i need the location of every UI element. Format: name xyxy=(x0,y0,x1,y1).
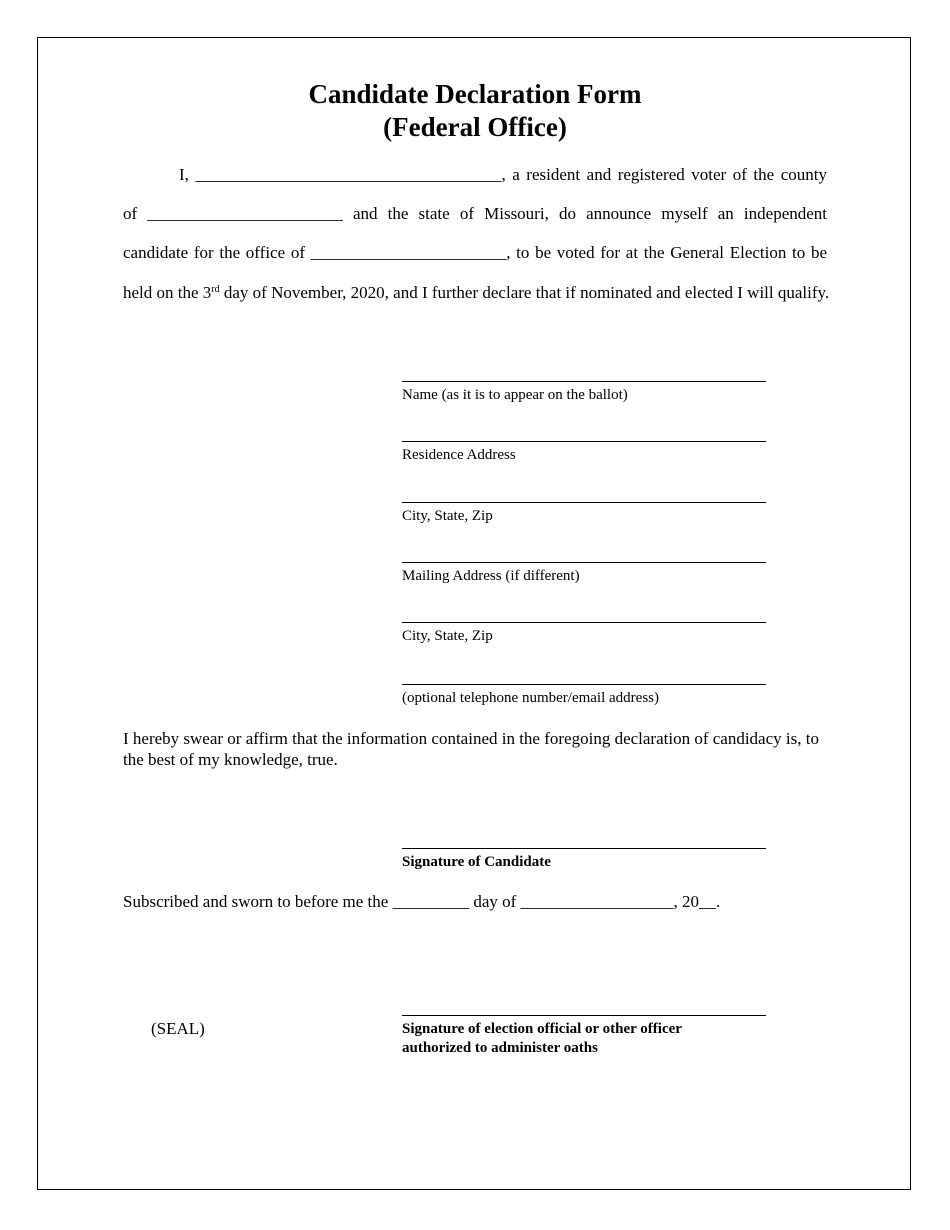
signature-line[interactable] xyxy=(402,381,766,382)
field-label: (optional telephone number/email address) xyxy=(402,690,659,706)
signature-line[interactable] xyxy=(402,684,766,685)
mailing-city-state-zip-field[interactable] xyxy=(402,622,766,645)
signature-line[interactable] xyxy=(402,848,766,849)
signature-line[interactable] xyxy=(402,562,766,563)
field-label: Residence Address xyxy=(402,447,516,463)
official-signature-field[interactable] xyxy=(402,1015,766,1057)
field-label: City, State, Zip xyxy=(402,628,493,644)
form-title: Candidate Declaration Form xyxy=(308,79,642,109)
field-label: Name (as it is to appear on the ballot) xyxy=(402,387,628,403)
sworn-day-blank[interactable]: _________ xyxy=(392,892,470,911)
residence-city-state-zip-field[interactable] xyxy=(402,502,766,525)
official-signature-label-line-2: authorized to administer oaths xyxy=(402,1040,598,1056)
declaration-line-2: of _______________________ and the state of Missouri, do announce myself an independent xyxy=(123,204,828,223)
signature-line[interactable] xyxy=(402,502,766,503)
office-blank[interactable]: _______________________ xyxy=(310,243,507,262)
sworn-month-blank[interactable]: __________________ xyxy=(520,892,674,911)
contact-info-field[interactable] xyxy=(402,684,766,707)
ballot-name-field[interactable] xyxy=(402,381,766,404)
candidate-name-blank[interactable]: ____________________________________ xyxy=(195,165,502,184)
declaration-line-1: I, ____________________________________, a resident and registered voter of the county xyxy=(179,165,827,184)
declaration-line-3: candidate for the office of _______________________, to be voted for at the General Election to be xyxy=(123,243,828,262)
residence-address-field[interactable] xyxy=(402,441,766,464)
mailing-address-field[interactable] xyxy=(402,562,766,585)
field-label: Mailing Address (if different) xyxy=(402,568,580,584)
form-subtitle: (Federal Office) xyxy=(383,112,567,142)
candidate-signature-field[interactable] xyxy=(402,848,766,871)
seal-label: (SEAL) xyxy=(151,1019,205,1038)
county-blank[interactable]: _______________________ xyxy=(147,204,343,223)
signature-line[interactable] xyxy=(402,441,766,442)
signature-line[interactable] xyxy=(402,1015,766,1016)
sworn-year-blank[interactable]: __ xyxy=(699,892,717,911)
sworn-statement: Subscribed and sworn to before me the _________ day of __________________, 20__. xyxy=(123,892,721,911)
field-label: City, State, Zip xyxy=(402,508,493,524)
candidate-signature-label: Signature of Candidate xyxy=(402,854,551,870)
declaration-line-4: held on the 3rd day of November, 2020, and I further declare that if nominated and elected I will qualify. xyxy=(123,283,830,302)
affirmation-paragraph: I hereby swear or affirm that the information contained in the foregoing declaration of candidacy is, to the best of my knowledge, true. xyxy=(123,729,819,769)
official-signature-label-line-1: Signature of election official or other officer xyxy=(402,1021,682,1037)
signature-line[interactable] xyxy=(402,622,766,623)
